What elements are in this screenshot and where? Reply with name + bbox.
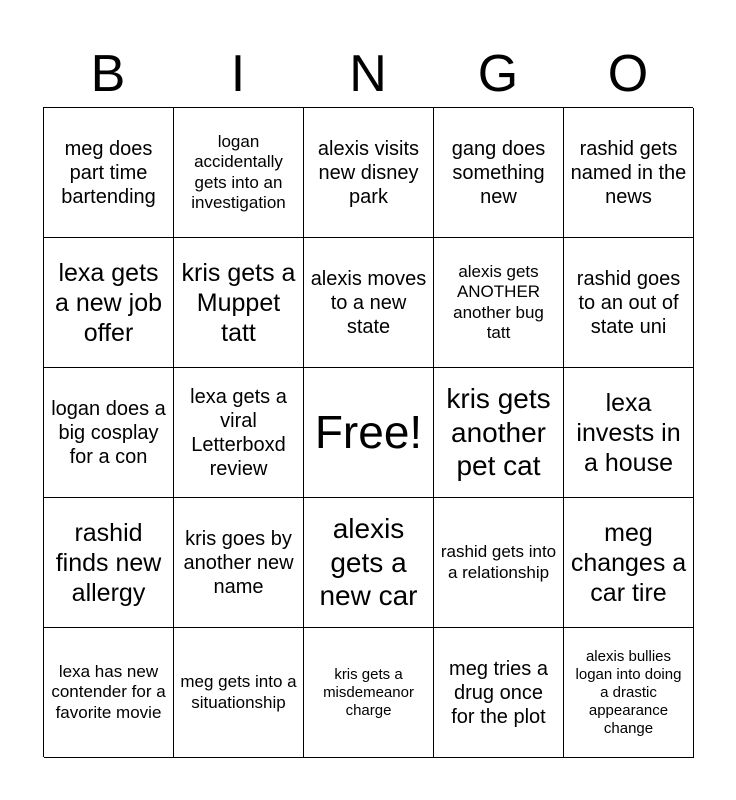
bingo-cell[interactable] xyxy=(564,238,694,368)
bingo-cell[interactable] xyxy=(304,108,434,238)
header-letter-n: N xyxy=(349,45,387,103)
cell-text: lexa has new contender for a favorite movie xyxy=(51,661,166,722)
header-letter-o: O xyxy=(607,45,649,103)
cell-text: kris gets another pet cat xyxy=(446,383,551,482)
bingo-cell[interactable] xyxy=(434,498,564,628)
cell-text: kris gets a Muppet tatt xyxy=(181,258,296,347)
bingo-cell[interactable] xyxy=(304,498,434,628)
cell-text: alexis bullies logan into doing a drastic appearance change xyxy=(575,647,682,737)
bingo-cell[interactable] xyxy=(44,108,174,238)
cell-text: alexis gets ANOTHER another bug tatt xyxy=(453,261,544,342)
cell-text: alexis gets a new car xyxy=(319,513,418,612)
cell-text: meg changes a car tire xyxy=(570,518,687,607)
bingo-cell[interactable] xyxy=(44,368,174,498)
cell-text: logan does a big cosplay for a con xyxy=(51,397,166,468)
bingo-cell[interactable] xyxy=(434,238,564,368)
cell-text: rashid gets named in the news xyxy=(570,137,687,208)
bingo-cell[interactable] xyxy=(174,498,304,628)
cell-text: meg gets into a situationship xyxy=(180,672,297,712)
header-letter-b: B xyxy=(90,45,126,103)
bingo-cell[interactable] xyxy=(434,628,564,758)
free-space-text: Free! xyxy=(314,405,423,458)
bingo-cell[interactable] xyxy=(174,628,304,758)
bingo-cell[interactable] xyxy=(304,238,434,368)
cell-text: lexa gets a new job offer xyxy=(54,258,163,347)
bingo-cell[interactable] xyxy=(564,368,694,498)
cell-text: gang does something new xyxy=(451,137,546,208)
bingo-cell[interactable] xyxy=(44,498,174,628)
cell-text: kris gets a misdemeanor charge xyxy=(323,665,414,719)
bingo-cell[interactable] xyxy=(564,498,694,628)
bingo-cell[interactable] xyxy=(174,368,304,498)
cell-text: alexis moves to a new state xyxy=(310,267,427,338)
cell-text: lexa invests in a house xyxy=(576,388,681,477)
cell-text: kris goes by another new name xyxy=(183,527,294,598)
header-letter-g: G xyxy=(477,45,519,103)
bingo-cell[interactable] xyxy=(434,368,564,498)
cell-text: rashid goes to an out of state uni xyxy=(576,267,681,338)
bingo-cell[interactable] xyxy=(44,628,174,758)
bingo-cell[interactable] xyxy=(434,108,564,238)
bingo-header xyxy=(43,40,693,108)
bingo-cell[interactable] xyxy=(174,108,304,238)
bingo-cell[interactable] xyxy=(44,238,174,368)
cell-text: lexa gets a viral Letterboxd review xyxy=(190,385,287,480)
cell-text: meg tries a drug once for the plot xyxy=(449,657,548,728)
bingo-cell[interactable] xyxy=(564,108,694,238)
free-space-cell[interactable] xyxy=(304,368,434,498)
cell-text: rashid gets into a relationship xyxy=(440,542,557,582)
bingo-cell[interactable] xyxy=(174,238,304,368)
bingo-cell[interactable] xyxy=(304,628,434,758)
cell-text: rashid finds new allergy xyxy=(55,518,162,607)
bingo-board xyxy=(43,107,693,757)
header-letter-i: I xyxy=(230,45,246,103)
bingo-cell[interactable] xyxy=(564,628,694,758)
cell-text: alexis visits new disney park xyxy=(317,137,420,208)
cell-text: logan accidentally gets into an investigation xyxy=(191,131,286,212)
cell-text: meg does part time bartending xyxy=(61,137,156,208)
